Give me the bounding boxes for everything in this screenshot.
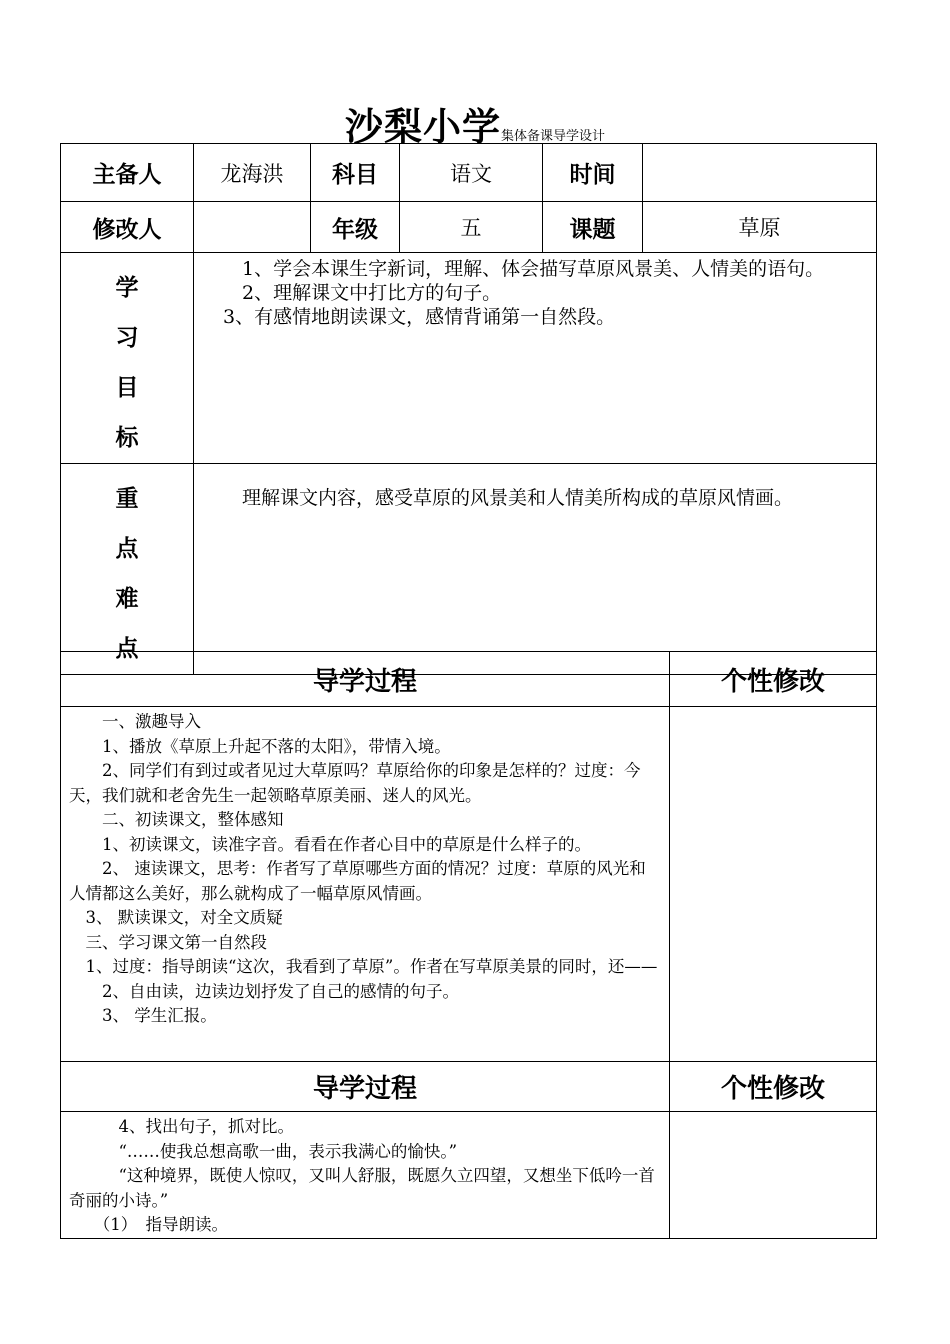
process-header-row-2: [61, 1062, 877, 1112]
process-line: 2、 速读课文，思考：作者写了草原哪些方面的情况？过度：草原的风光和人情都这么美好，那么就构成了一幅草原风情画。: [69, 859, 646, 903]
goals-content: [194, 253, 877, 464]
reviser-value: [194, 202, 311, 253]
goals-label-char: 习: [115, 325, 139, 351]
process-line: 三、学习课文第一自然段: [69, 932, 267, 952]
process-line: 二、初读课文，整体感知: [69, 810, 284, 829]
goals-label-char: 目: [115, 375, 139, 401]
info-row-2: [61, 202, 877, 253]
goals-label: [61, 253, 194, 464]
key-points-row: [61, 464, 877, 675]
goals-label-char: 学: [115, 275, 139, 301]
process-line: 1、过度：指导朗读“这次，我看到了草原”。作者在写草原美景的同时，还——: [69, 957, 658, 976]
title-suffix: 集体备课导学设计: [501, 129, 606, 144]
goal-line: 1、学会本课生字新词，理解、体会描写草原风景美、人情美的语句。: [204, 258, 825, 280]
time-value: [643, 144, 877, 202]
process-line: 2、自由读，边读边划抒发了自己的感情的句子。: [69, 981, 459, 1001]
school-name: 沙梨小学: [344, 105, 501, 149]
label-time: 时间: [543, 144, 643, 202]
process-line: “这种境界，既使人惊叹，又叫人舒服，既愿久立四望，又想坐下低吟一首奇丽的小诗。”: [69, 1166, 655, 1210]
process-line: 2、同学们有到过或者见过大草原吗？草原给你的印象是怎样的？过度：今天，我们就和老舍先生一起领略草原美丽、迷人的风光。: [69, 761, 641, 805]
process-line: （1） 指导朗读。: [69, 1215, 228, 1234]
process-content: [61, 707, 670, 1062]
key-points-content: [194, 464, 877, 675]
goals-label-char: 标: [115, 425, 139, 451]
process-content: [61, 1112, 670, 1239]
process-line: 3、 学生汇报。: [69, 1006, 217, 1025]
key-points-label-char: 点: [115, 636, 139, 662]
preparer-value: 龙海洪: [194, 144, 311, 202]
key-points-label-char: 点: [115, 536, 139, 562]
label-subject: 科目: [311, 144, 400, 202]
process-line: 4、找出句子，抓对比。: [69, 1117, 294, 1136]
key-point-line: 理解课文内容，感受草原的风景美和人情美所构成的草原风情画。: [204, 487, 794, 509]
lesson-info-table: [60, 143, 877, 675]
process-heading: 导学过程: [61, 652, 670, 707]
revision-heading: 个性修改: [670, 652, 877, 707]
key-points-label: [61, 464, 194, 675]
goal-line: 3、有感情地朗读课文，感情背诵第一自然段。: [204, 306, 616, 328]
process-line: 1、初读课文，读准字音。看看在作者心目中的草原是什么样子的。: [69, 834, 591, 854]
key-points-label-char: 重: [115, 486, 139, 512]
process-table: [60, 651, 877, 1239]
revision-notes-cell: [670, 1112, 877, 1239]
process-content-row-1: [61, 707, 877, 1062]
goals-row: [61, 253, 877, 464]
label-grade: 年级: [311, 202, 400, 253]
goal-line: 2、理解课文中打比方的句子。: [204, 282, 502, 304]
process-line: 1、播放《草原上升起不落的太阳》，带情入境。: [69, 736, 451, 756]
process-content-row-2: [61, 1112, 877, 1239]
revision-heading: 个性修改: [670, 1062, 877, 1112]
subject-value: 语文: [400, 144, 543, 202]
process-line: 一、激趣导入: [69, 712, 201, 731]
process-line: “……使我总想高歌一曲，表示我满心的愉快。”: [69, 1141, 458, 1161]
process-header-row-1: [61, 652, 877, 707]
topic-value: 草原: [643, 202, 877, 253]
process-line: 3、 默读课文，对全文质疑: [69, 908, 283, 927]
grade-value: 五: [400, 202, 543, 253]
label-topic: 课题: [543, 202, 643, 253]
label-reviser: 修改人: [61, 202, 194, 253]
revision-notes-cell: [670, 707, 877, 1062]
key-points-label-char: 难: [115, 586, 139, 612]
label-preparer: 主备人: [61, 144, 194, 202]
info-row-1: [61, 144, 877, 202]
process-heading: 导学过程: [61, 1062, 670, 1112]
